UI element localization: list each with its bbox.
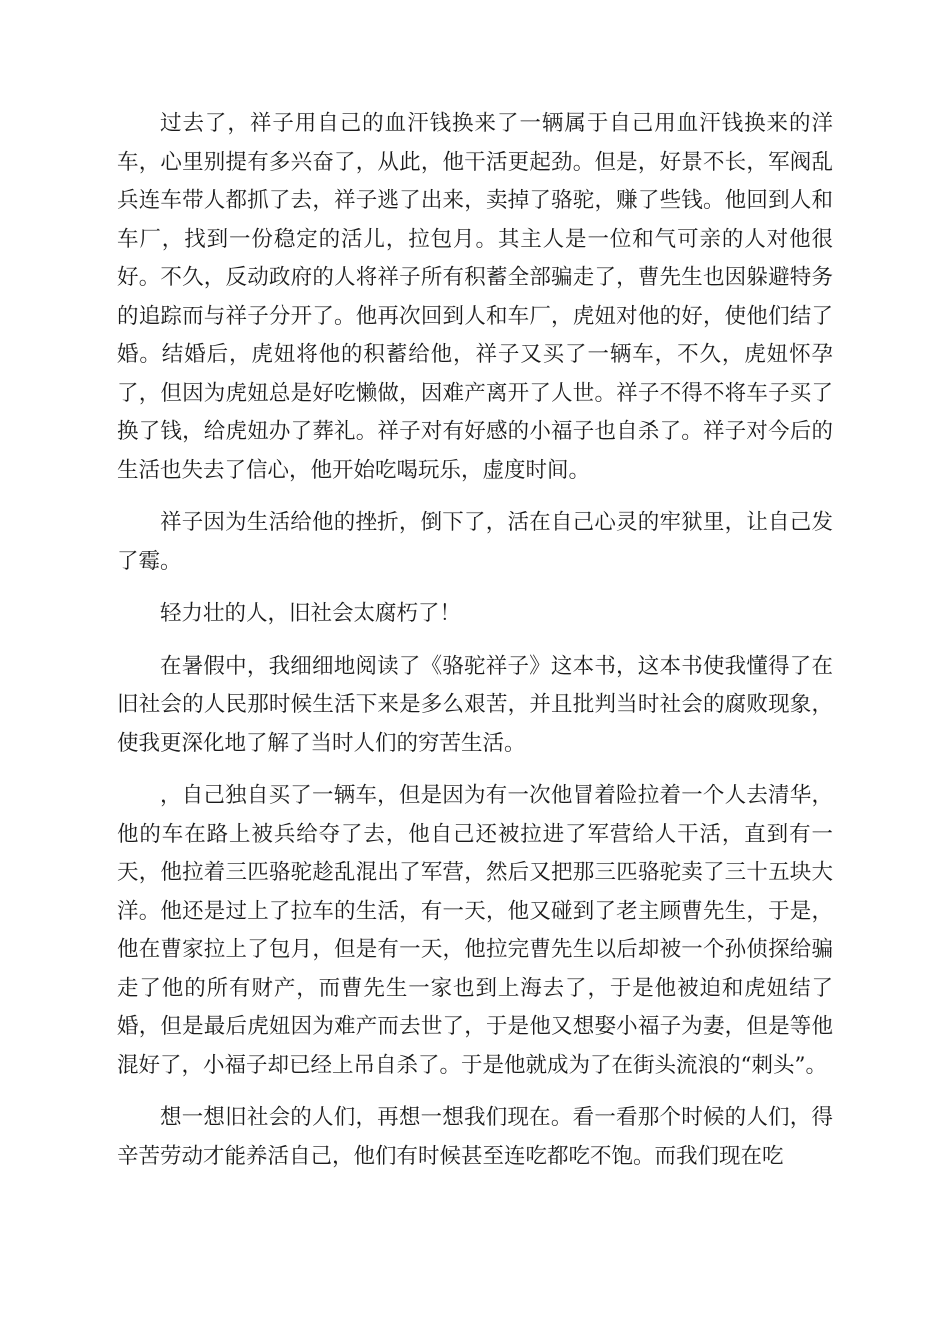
paragraph-3: 轻力壮的人，旧社会太腐朽了！ (160, 601, 462, 626)
paragraph-6: 想一想旧社会的人们，再想一想我们现在。看一看那个时候的人们，得辛苦劳动才能养活自己，他们有时候甚至连吃都吃不饱。而我们现在吃 (117, 1105, 833, 1169)
document-page (117, 105, 833, 1190)
paragraph-4: 在暑假中，我细细地阅读了《骆驼祥子》这本书，这本书使我懂得了在旧社会的人民那时候生活下来是多么艰苦，并且批判当时社会的腐败现象，使我更深化地了解了当时人们的穷苦生活。 (117, 653, 833, 756)
paragraph-5: ，自己独自买了一辆车，但是因为有一次他冒着险拉着一个人去清华，他的车在路上被兵给夺了去，他自己还被拉进了军营给人干活，直到有一天，他拉着三匹骆驼趁乱混出了军营，然后又把那三匹骆驼卖了三十五块大洋。他还是过上了拉车的生活，有一天，他又碰到了老主顾曹先生，于是，他在曹家拉上了包月，但是有一天，他拉完曹先生以后却被一个孙侦探给骗走了他的所有财产，而曹先生一家也到上海去了，于是他被迫和虎妞结了婚，但是最后虎妞因为难产而去世了，于是他又想娶小福子为妻，但是等他混好了，小福子却已经上吊自杀了。于是他就成为了在街头流浪的“刺头”。 (117, 783, 833, 1078)
paragraph-1: 过去了，祥子用自己的血汗钱换来了一辆属于自己用血汗钱换来的洋车，心里别提有多兴奋了，从此，他干活更起劲。但是，好景不长，军阀乱兵连车带人都抓了去，祥子逃了出来，卖掉了骆驼，赚了些钱。他回到人和车厂，找到一份稳定的活儿，拉包月。其主人是一位和气可亲的人对他很好。不久，反动政府的人将祥子所有积蓄全部骗走了，曹先生也因躲避特务的追踪而与祥子分开了。他再次回到人和车厂，虎妞对他的好，使他们结了婚。结婚后，虎妞将他的积蓄给他，祥子又买了一辆车，不久，虎妞怀孕了，但因为虎妞总是好吃懒做，因难产离开了人世。祥子不得不将车子买了换了钱，给虎妞办了葬礼。祥子对有好感的小福子也自杀了。祥子对今后的生活也失去了信心，他开始吃喝玩乐，虚度时间。 (117, 111, 833, 483)
paragraph-2: 祥子因为生活给他的挫折，倒下了，活在自己心灵的牢狱里，让自己发了霉。 (117, 510, 833, 574)
